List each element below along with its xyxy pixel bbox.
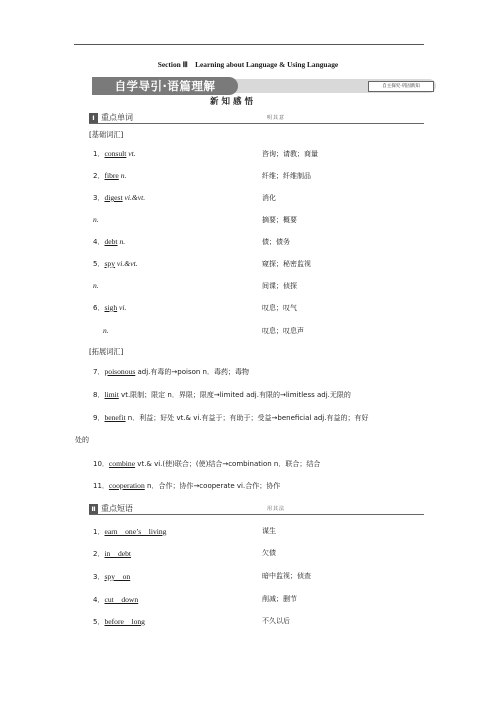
- phrase-row: 3．spy on: [93, 572, 131, 581]
- word-meaning: 消化: [262, 194, 276, 202]
- section-number: Ⅰ: [89, 113, 98, 123]
- phrase-row: 2．in debt: [93, 549, 132, 558]
- phrase-row: 5．before long: [93, 617, 145, 626]
- word-meaning: 纤维；纤维制品: [262, 172, 311, 180]
- word-row: 3．digest vi.&vt.: [93, 193, 146, 202]
- section-hint: 明其意: [267, 115, 286, 121]
- word-row: 1．consult vt.: [93, 149, 136, 158]
- word-meaning: 间谍；侦探: [262, 282, 297, 290]
- section-head-words: [89, 113, 424, 123]
- word-row: n.: [93, 215, 99, 224]
- word-row: 5．spy vi.&vt.: [93, 259, 138, 268]
- section-hint: 用其法: [267, 506, 286, 512]
- word-meaning: 咨询；请教；商量: [262, 150, 318, 158]
- extended-row-continued: 处的: [75, 436, 89, 444]
- banner-right-tag: 自主探究·巩固新知: [368, 81, 434, 92]
- banner-title: 自学导引·语篇理解: [92, 77, 238, 95]
- extended-row: 9．benefit n．利益；好处 vt.& vi.有益于；有助于；受益→beneficial adj.有益的；有好: [93, 413, 369, 422]
- top-rule: [74, 44, 424, 45]
- extended-vocab-label: [拓展词汇]: [89, 347, 124, 356]
- phrase-meaning: 不久以后: [262, 617, 290, 625]
- word-meaning: 叹息；叹气: [262, 304, 297, 312]
- section-underline: [89, 514, 424, 515]
- basic-vocab-label: [基础词汇]: [89, 130, 124, 139]
- phrase-meaning: 削减；删节: [262, 595, 297, 603]
- extended-row: 7．poisonous adj.有毒的→poison n．毒药；毒物: [93, 367, 249, 376]
- phrase-meaning: 暗中监视；侦查: [262, 572, 311, 580]
- phrase-meaning: 谋生: [262, 527, 276, 535]
- sub-banner: 新知感悟: [210, 97, 257, 107]
- extended-row: 11．cooperation n．合作；协作→cooperate vi.合作；协作: [93, 481, 281, 490]
- section-underline: [89, 123, 424, 124]
- extended-row: 8．limit vt.限制；限定 n．界限；限度→limited adj.有限的→limitless adj.无限的: [93, 390, 351, 399]
- word-row: 2．fibre n.: [93, 171, 127, 180]
- word-meaning: 窥探；秘密监视: [262, 260, 311, 268]
- phrase-row: 4．cut down: [93, 595, 139, 604]
- word-meaning: 摘要；概要: [262, 216, 297, 224]
- word-row: 4．debt n.: [93, 237, 126, 246]
- word-row: n.: [103, 326, 109, 335]
- section-label: 重点单词: [101, 113, 133, 122]
- section-title: Section Ⅲ Learning about Language & Using Language: [157, 60, 339, 69]
- section-head-phrases: [89, 504, 424, 514]
- word-meaning: 债；债务: [262, 238, 290, 246]
- word-row: n.: [93, 281, 99, 290]
- word-meaning: 叹息；叹息声: [262, 327, 304, 335]
- word-row: 6．sigh vi.: [93, 303, 127, 312]
- section-number: Ⅱ: [89, 504, 98, 514]
- section-label: 重点短语: [101, 504, 133, 513]
- extended-row: 10．combine vt.& vi.(使)联合；(使)结合→combination n．联合；结合: [93, 459, 321, 468]
- phrase-row: 1．earn one’s living: [93, 527, 167, 536]
- phrase-meaning: 欠债: [262, 549, 276, 557]
